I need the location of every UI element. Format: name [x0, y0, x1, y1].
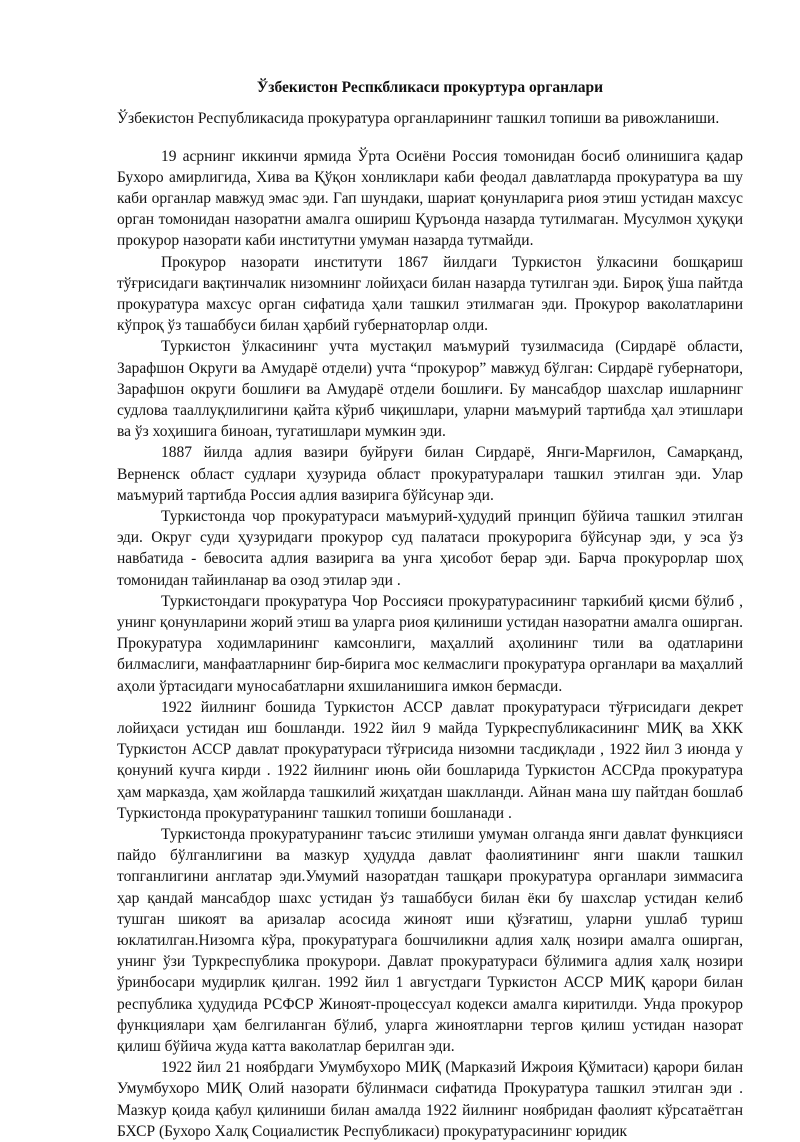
document-intro: Ўзбекистон Республикасида прокуратура органларининг ташкил топиши ва ривожланиши.: [117, 110, 720, 127]
paragraph-5: Туркистонда чор прокуратураси маъмурий-ҳудудий принцип бўйича ташкил этилган эди. Округ суди ҳузуридаги прокурор суд палатаси прокурорига бўйсунар эди, у эса ўз навбатида - бевосита адлия вазирига ва унга ҳисобот берар эди. Барча прокурорлар шоҳ томонидан тайинланар ва озод этилар эди .: [117, 507, 743, 589]
paragraph-1: 19 асрнинг иккинчи ярмида Ўрта Осиёни Россия томонидан босиб олинишига қадар Бухоро амирлигида, Хива ва Қўқон хонликлари каби феодал давлатларда прокуратура ва шу каби органлар мавжуд эмас эди. Гап шундаки, шариат қонунларига риоя этиш устидан махсус орган томонидан назоратни амалга ошириш Қуръонда назарда тутилмаган. Мусулмон ҳуқуқи прокурор назорати каби институтни умуман назарда тутмайди.: [117, 147, 743, 250]
paragraph-6: Туркистондаги прокуратура Чор Россияси прокуратурасининг таркибий қисми бўлиб , унинг қонунларини жорий этиш ва уларга риоя қилиниши устидан назоратни амалга оширган. Прокуратура ходимларининг камсонлиги, маҳаллий аҳолининг тили ва одатларини билмаслиги, манфаатларнинг бир-бирига мос келмаслиги прокуратура органлари ва маҳаллий аҳоли ўртасидаги муносабатларни яхшиланишига имкон бермасди.: [117, 592, 743, 695]
document-title: Ўзбекистон Респкбликаси прокуртура органлари: [256, 79, 604, 96]
paragraph-8: Туркистонда прокуратуранинг таъсис этилиши умуман олганда янги давлат функцияси пайдо бўлганлигини ва мазкур ҳудудда давлат фаолиятининг янги шакли ташкил топганлигини англатар эди.Умумий назоратдан ташқари прокуратура органлари зиммасига ҳар қандай мансабдор шахс устидан ўз ташаббуси билан ёки бу шахслар устидан келиб тушган шикоят ва аризалар асосида жиноят иши қўзғатиш, уларни ушлаб туриш юклатилган.Низомга кўра, прокуратурага бошчиликни адлия халқ нозири амалга оширган, унинг ўзи Туркреспублика прокурори. Давлат прокуратураси бўлимига адлия халқ нозири ўринбосари мудирлик қилган. 1992 йил 1 августдаги Туркистон АССР МИҚ қарори билан республика ҳудудида РСФСР Жиноят-процессуал кодекси амалга киритилди. Унда прокурор функциялари ҳам белгиланган бўлиб, уларга жиноятларни тергов қилиш устидан назорат қилиш бўйича жуда катта ваколатлар берилган эди.: [117, 826, 743, 1056]
paragraph-9: 1922 йил 21 ноябрдаги Умумбухоро МИҚ (Марказий Ижроия Қўмитаси) қарори билан Умумбухоро МИҚ Олий назорати бўлинмаси сифатида Прокуратура ташкил этилган эди . Мазкур қоида қабул қилиниши билан амалда 1922 йилнинг ноябридан фаолият кўрсатаётган БХСР (Бухоро Халқ Социалистик Республикаси) прокуратурасининг юридик: [117, 1059, 743, 1140]
paragraph-2: Прокурор назорати институти 1867 йилдаги Туркистон ўлкасини бошқариш тўғрисидаги вақтинчалик низомнинг лойиҳаси билан назарда тутилган эди. Бироқ ўша пайтда прокуратура махсус орган сифатида ҳали ташкил этилмаган эди. Прокурор ваколатларини кўпроқ ўз ташаббуси билан ҳарбий губернаторлар олди.: [117, 253, 743, 335]
paragraph-3: Туркистон ўлкасининг учта мустақил маъмурий тузилмасида (Сирдарё области, Зарафшон Округи ва Амударё отдели) учта “прокурор” мавжуд бўлган: Сирдарё губернатори, Зарафшон округи бошлиғи ва Амударё отдели бошлиғи. Бу мансабдор шахслар ишларнинг судлова тааллуқлилигини қайта кўриб чиқишлари, уларни маъмурий тартибда ҳал этишлари ва ўз хоҳишига биноан, тугатишлари мумкин эди.: [117, 338, 743, 441]
paragraph-4: 1887 йилда адлия вазири буйруғи билан Сирдарё, Янги-Марғилон, Самарқанд, Верненск област судлари ҳузурида област прокуратуралари ташкил этилган эди. Улар маъмурий тартибда Россия адлия вазирига бўйсунар эди.: [117, 444, 743, 504]
document-body: [117, 78, 743, 1142]
paragraph-7: 1922 йилнинг бошида Туркистон АССР давлат прокуратураси тўғрисидаги декрет лойиҳаси устидан иш бошланди. 1922 йил 9 майда Туркреспубликасининг МИҚ ва ХКК Туркистон АССР давлат прокуратураси тўғрисида низомни тасдиқлади , 1922 йил 3 июнда у қонуний кучга кирди . 1922 йилнинг июнь ойи бошларида Туркистон АССРда прокуратура ҳам марказда, ҳам жойларда ташкилий жиҳатдан шаклланди. Айнан мана шу пайтдан бошлаб Туркистонда прокуратуранинг ташкил топиши бошланади .: [117, 698, 743, 822]
